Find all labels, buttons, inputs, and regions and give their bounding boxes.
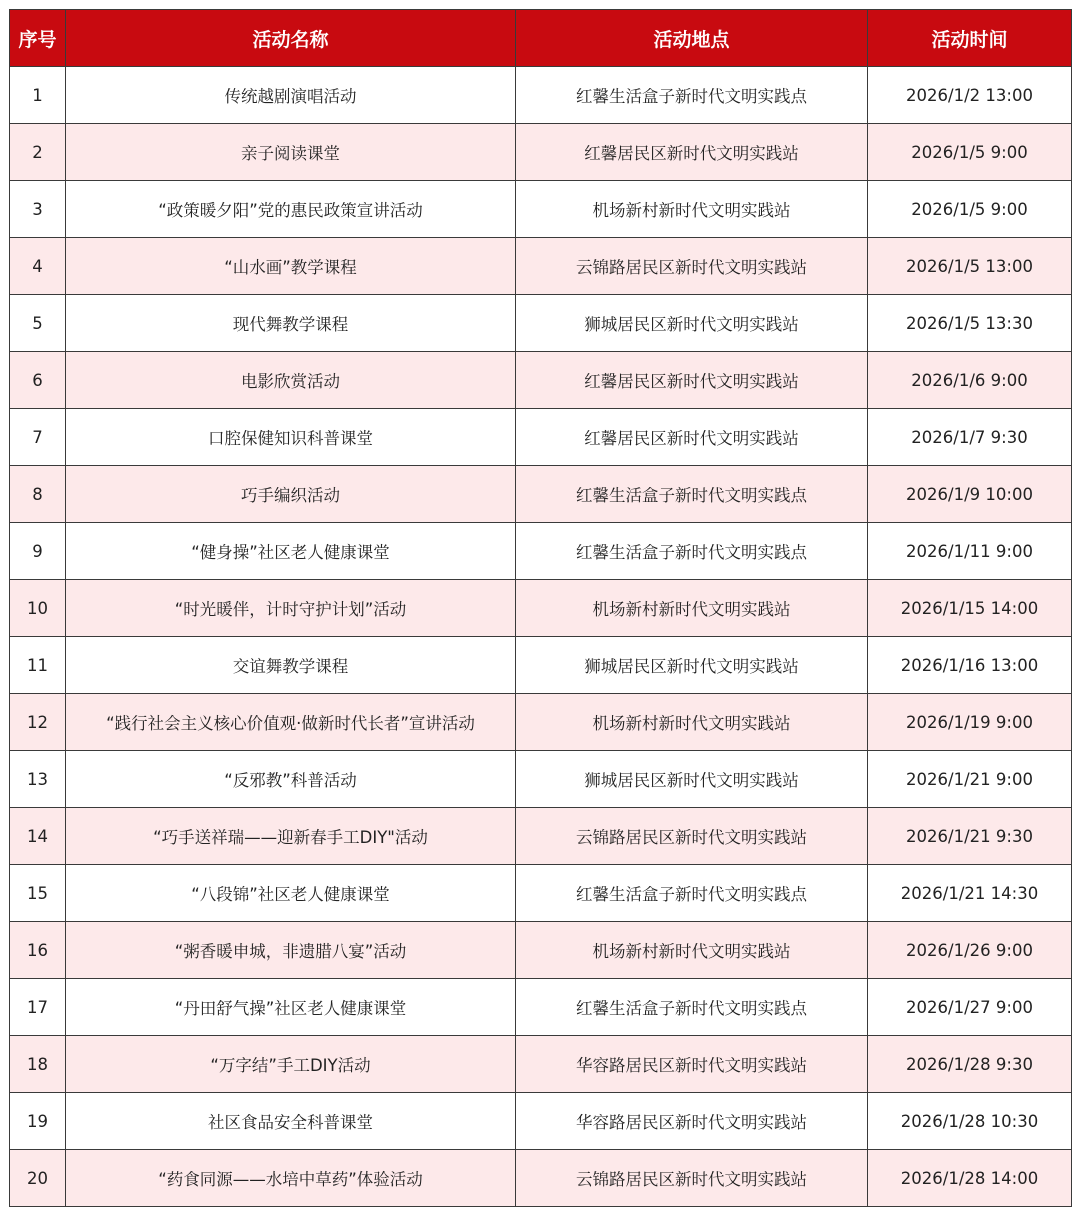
table-body	[10, 67, 1072, 1207]
cell-activity-location: 红馨居民区新时代文明实践站	[516, 352, 868, 409]
table-row	[10, 67, 1072, 124]
cell-index: 17	[10, 979, 66, 1036]
cell-activity-time: 2026/1/5 13:00	[868, 238, 1072, 295]
cell-index: 4	[10, 238, 66, 295]
cell-activity-location: 华容路居民区新时代文明实践站	[516, 1093, 868, 1150]
cell-index: 13	[10, 751, 66, 808]
cell-activity-location: 红馨居民区新时代文明实践站	[516, 409, 868, 466]
cell-activity-time: 2026/1/2 13:00	[868, 67, 1072, 124]
cell-index: 16	[10, 922, 66, 979]
table-row	[10, 124, 1072, 181]
table-row	[10, 466, 1072, 523]
cell-activity-time: 2026/1/28 14:00	[868, 1150, 1072, 1207]
cell-activity-location: 华容路居民区新时代文明实践站	[516, 1036, 868, 1093]
cell-activity-location: 红馨生活盒子新时代文明实践点	[516, 979, 868, 1036]
cell-activity-name: “反邪教”科普活动	[66, 751, 516, 808]
cell-activity-name: 现代舞教学课程	[66, 295, 516, 352]
cell-activity-name: 社区食品安全科普课堂	[66, 1093, 516, 1150]
cell-activity-time: 2026/1/21 9:00	[868, 751, 1072, 808]
cell-activity-time: 2026/1/16 13:00	[868, 637, 1072, 694]
cell-activity-location: 红馨生活盒子新时代文明实践点	[516, 523, 868, 580]
cell-index: 1	[10, 67, 66, 124]
cell-activity-time: 2026/1/19 9:00	[868, 694, 1072, 751]
cell-activity-name: 传统越剧演唱活动	[66, 67, 516, 124]
cell-activity-location: 狮城居民区新时代文明实践站	[516, 637, 868, 694]
cell-activity-time: 2026/1/5 9:00	[868, 181, 1072, 238]
cell-activity-name: “践行社会主义核心价值观·做新时代长者”宣讲活动	[66, 694, 516, 751]
cell-index: 19	[10, 1093, 66, 1150]
cell-index: 9	[10, 523, 66, 580]
cell-index: 7	[10, 409, 66, 466]
table-row	[10, 694, 1072, 751]
cell-activity-name: “健身操”社区老人健康课堂	[66, 523, 516, 580]
cell-activity-time: 2026/1/27 9:00	[868, 979, 1072, 1036]
header-activity-name: 活动名称	[66, 10, 516, 67]
cell-activity-name: “药食同源——水培中草药”体验活动	[66, 1150, 516, 1207]
cell-activity-time: 2026/1/5 13:30	[868, 295, 1072, 352]
cell-activity-time: 2026/1/7 9:30	[868, 409, 1072, 466]
header-activity-location: 活动地点	[516, 10, 868, 67]
cell-activity-time: 2026/1/5 9:00	[868, 124, 1072, 181]
cell-activity-location: 云锦路居民区新时代文明实践站	[516, 238, 868, 295]
cell-activity-time: 2026/1/28 10:30	[868, 1093, 1072, 1150]
cell-activity-location: 机场新村新时代文明实践站	[516, 580, 868, 637]
table-row	[10, 523, 1072, 580]
cell-index: 8	[10, 466, 66, 523]
cell-index: 11	[10, 637, 66, 694]
cell-activity-name: “巧手送祥瑞——迎新春手工DIY"活动	[66, 808, 516, 865]
table-row	[10, 922, 1072, 979]
table-row	[10, 751, 1072, 808]
cell-activity-name: 口腔保健知识科普课堂	[66, 409, 516, 466]
cell-activity-location: 狮城居民区新时代文明实践站	[516, 751, 868, 808]
cell-activity-location: 红馨生活盒子新时代文明实践点	[516, 67, 868, 124]
table-row	[10, 295, 1072, 352]
cell-index: 6	[10, 352, 66, 409]
cell-activity-name: 巧手编织活动	[66, 466, 516, 523]
cell-index: 10	[10, 580, 66, 637]
cell-activity-location: 狮城居民区新时代文明实践站	[516, 295, 868, 352]
cell-index: 5	[10, 295, 66, 352]
table-row	[10, 238, 1072, 295]
cell-index: 15	[10, 865, 66, 922]
cell-index: 2	[10, 124, 66, 181]
cell-activity-name: “时光暖伴，计时守护计划”活动	[66, 580, 516, 637]
activity-schedule-table	[9, 9, 1072, 1207]
cell-activity-time: 2026/1/26 9:00	[868, 922, 1072, 979]
table-row	[10, 580, 1072, 637]
table-header-row	[10, 10, 1072, 67]
cell-activity-location: 机场新村新时代文明实践站	[516, 922, 868, 979]
table-row	[10, 1036, 1072, 1093]
table-row	[10, 352, 1072, 409]
cell-activity-time: 2026/1/28 9:30	[868, 1036, 1072, 1093]
header-index: 序号	[10, 10, 66, 67]
cell-activity-name: 电影欣赏活动	[66, 352, 516, 409]
cell-activity-name: “山水画”教学课程	[66, 238, 516, 295]
table-row	[10, 1093, 1072, 1150]
cell-activity-name: “八段锦”社区老人健康课堂	[66, 865, 516, 922]
cell-activity-name: “丹田舒气操”社区老人健康课堂	[66, 979, 516, 1036]
table-row	[10, 865, 1072, 922]
cell-activity-location: 云锦路居民区新时代文明实践站	[516, 808, 868, 865]
table-row	[10, 409, 1072, 466]
cell-activity-location: 红馨生活盒子新时代文明实践点	[516, 865, 868, 922]
cell-activity-name: “政策暖夕阳”党的惠民政策宣讲活动	[66, 181, 516, 238]
table-row	[10, 637, 1072, 694]
cell-activity-name: “粥香暖申城，非遗腊八宴”活动	[66, 922, 516, 979]
cell-activity-time: 2026/1/11 9:00	[868, 523, 1072, 580]
cell-activity-name: “万字结”手工DIY活动	[66, 1036, 516, 1093]
cell-activity-location: 红馨居民区新时代文明实践站	[516, 124, 868, 181]
cell-index: 18	[10, 1036, 66, 1093]
cell-index: 12	[10, 694, 66, 751]
cell-activity-name: 交谊舞教学课程	[66, 637, 516, 694]
table-row	[10, 1150, 1072, 1207]
cell-activity-time: 2026/1/21 9:30	[868, 808, 1072, 865]
cell-activity-location: 红馨生活盒子新时代文明实践点	[516, 466, 868, 523]
table-row	[10, 808, 1072, 865]
cell-activity-location: 机场新村新时代文明实践站	[516, 181, 868, 238]
cell-activity-time: 2026/1/21 14:30	[868, 865, 1072, 922]
cell-activity-location: 机场新村新时代文明实践站	[516, 694, 868, 751]
cell-activity-time: 2026/1/15 14:00	[868, 580, 1072, 637]
table-row	[10, 181, 1072, 238]
table-row	[10, 979, 1072, 1036]
cell-activity-time: 2026/1/9 10:00	[868, 466, 1072, 523]
cell-activity-location: 云锦路居民区新时代文明实践站	[516, 1150, 868, 1207]
cell-index: 14	[10, 808, 66, 865]
cell-activity-name: 亲子阅读课堂	[66, 124, 516, 181]
header-activity-time: 活动时间	[868, 10, 1072, 67]
cell-index: 3	[10, 181, 66, 238]
cell-index: 20	[10, 1150, 66, 1207]
cell-activity-time: 2026/1/6 9:00	[868, 352, 1072, 409]
